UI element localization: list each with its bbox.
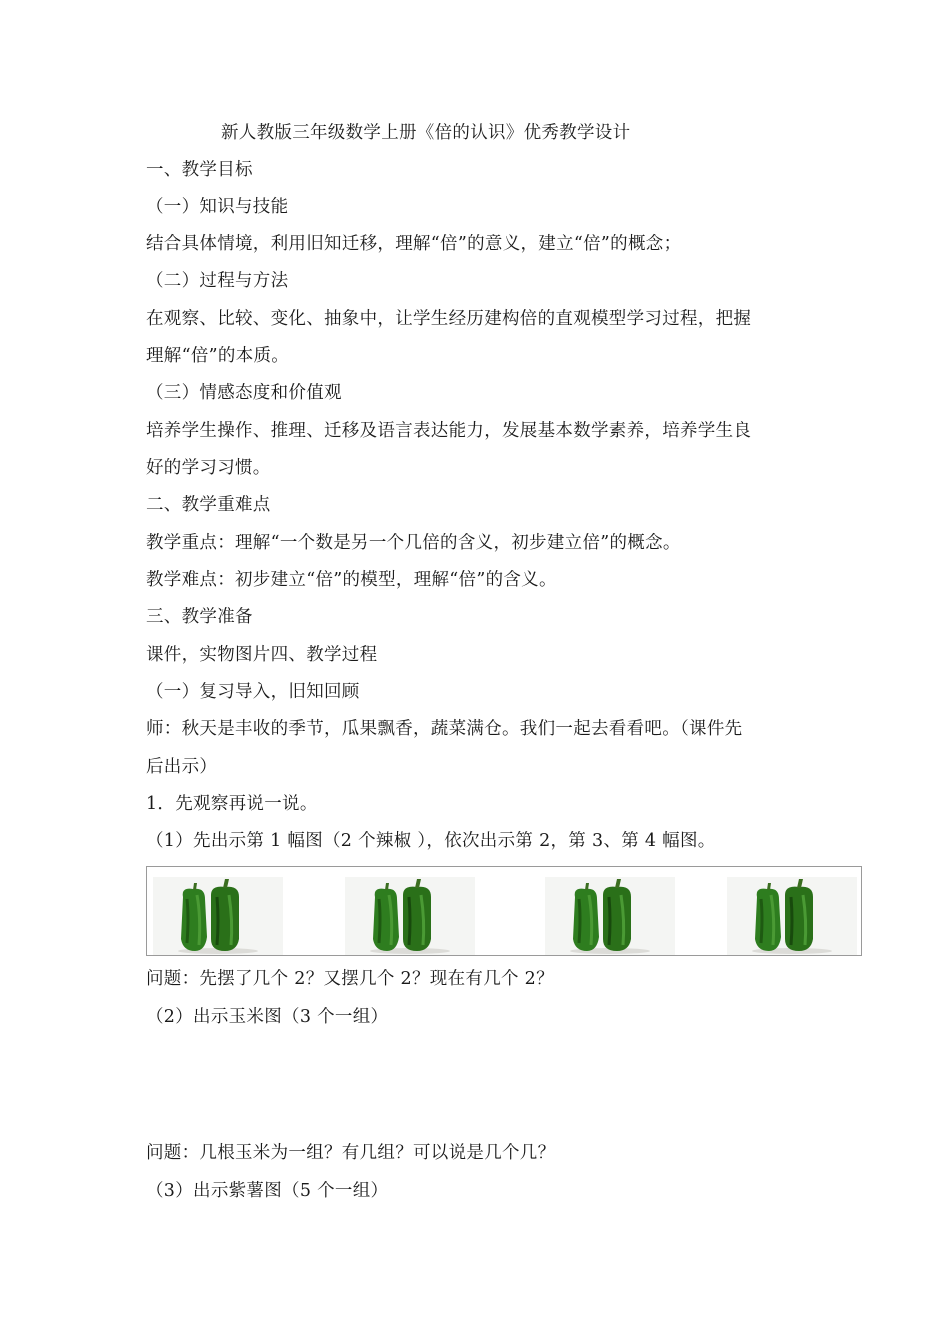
paragraph: （1）先出示第 1 幅图（2 个辣椒 ），依次出示第 2，第 3、第 4 幅图。 [146,831,716,851]
subheading-process: （二）过程与方法 [146,271,289,291]
paragraph: 教学重点：理解“一个数是另一个几倍的含义，初步建立倍”的概念。 [146,533,681,553]
pepper-pair-image [345,877,475,955]
subheading-knowledge: （一）知识与技能 [146,197,289,217]
paragraph: 后出示） [146,757,218,777]
pepper-figure [146,866,862,956]
paragraph: 好的学习习惯。 [146,458,271,478]
paragraph: 结合具体情境，利用旧知迁移，理解“倍”的意义，建立“倍”的概念； [146,234,682,254]
paragraph: （2）出示玉米图（3 个一组） [146,1007,389,1027]
question-line: 问题：几根玉米为一组？有几组？可以说是几个几？ [146,1143,556,1163]
paragraph: 1．先观察再说一说。 [146,794,318,814]
pepper-pair-image [545,877,675,955]
section-heading-preparation: 三、教学准备 [146,607,253,627]
pepper-pair-image [727,877,857,955]
section-heading-objectives: 一、教学目标 [146,160,253,180]
paragraph: 理解“倍”的本质。 [146,346,290,366]
document-title: 新人教版三年级数学上册《倍的认识》优秀教学设计 [221,123,631,143]
subheading-review: （一）复习导入，旧知回顾 [146,682,360,702]
paragraph: 教学难点：初步建立“倍”的模型，理解“倍”的含义。 [146,570,557,590]
paragraph: 培养学生操作、推理、迁移及语言表达能力，发展基本数学素养，培养学生良 [146,421,752,441]
subheading-attitude: （三）情感态度和价值观 [146,383,342,403]
paragraph: 师：秋天是丰收的季节，瓜果飘香，蔬菜满仓。我们一起去看看吧。（课件先 [146,719,743,739]
paragraph: （3）出示紫薯图（5 个一组） [146,1181,389,1201]
pepper-pair-image [153,877,283,955]
question-line: 问题：先摆了几个 2？又摆几个 2？现在有几个 2？ [146,969,554,989]
section-heading-key-points: 二、教学重难点 [146,495,271,515]
paragraph: 课件，实物图片四、教学过程 [146,645,378,665]
paragraph: 在观察、比较、变化、抽象中，让学生经历建构倍的直观模型学习过程，把握 [146,309,752,329]
